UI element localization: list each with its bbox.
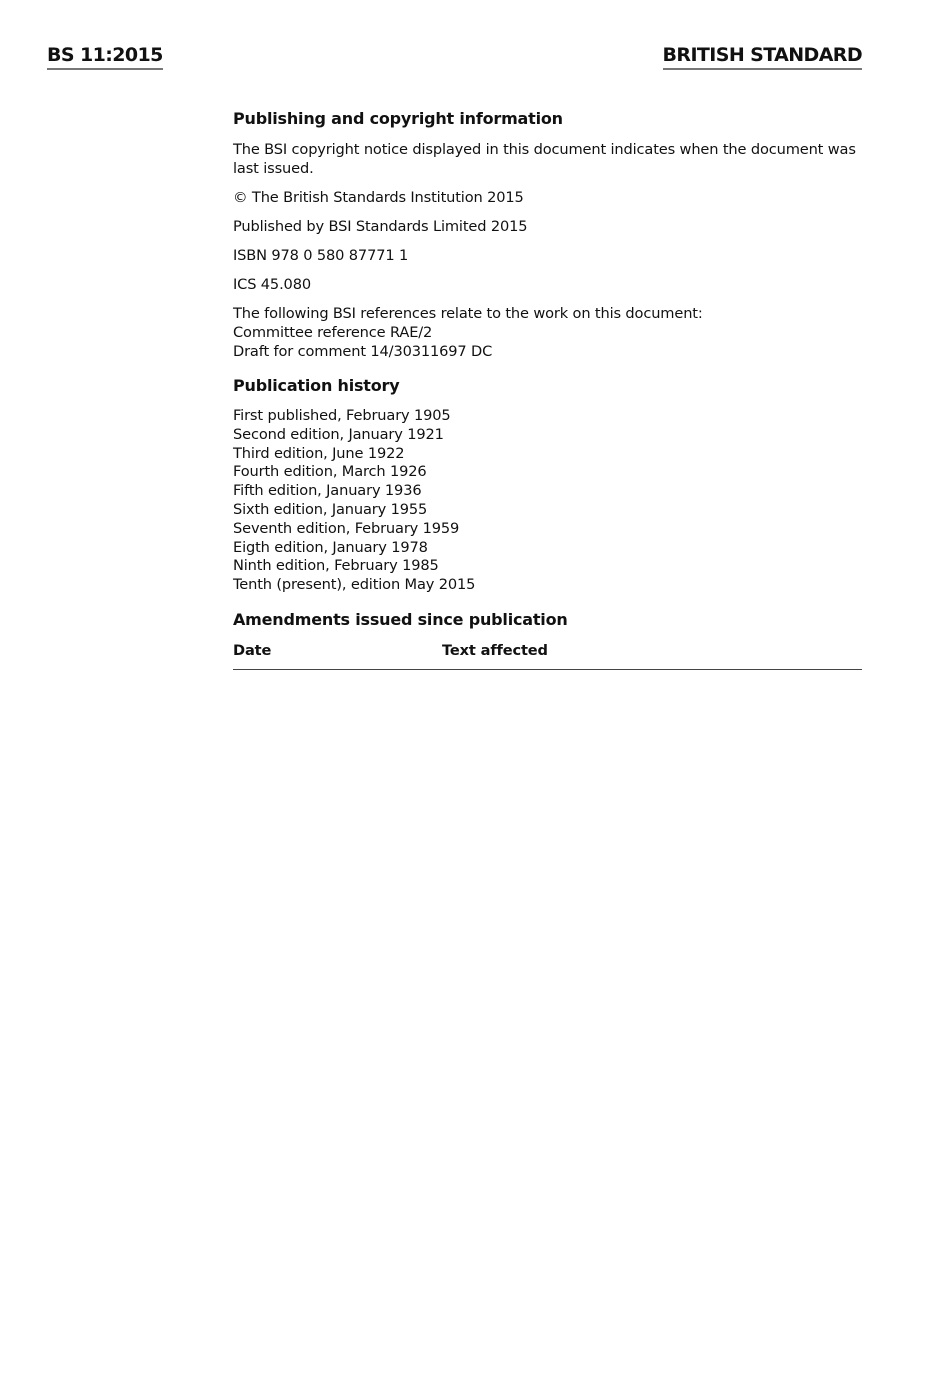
published-by-line: Published by BSI Standards Limited 2015 bbox=[233, 218, 528, 235]
history-item: Seventh edition, February 1959 bbox=[233, 519, 460, 537]
column-header-date: Date bbox=[233, 641, 272, 659]
column-header-text-affected: Text affected bbox=[442, 641, 548, 659]
publishing-heading: Publishing and copyright information bbox=[233, 109, 563, 128]
history-item: Sixth edition, January 1955 bbox=[233, 500, 428, 518]
history-item: Third edition, June 1922 bbox=[233, 444, 405, 462]
history-item: Tenth (present), edition May 2015 bbox=[233, 576, 476, 594]
history-item: Ninth edition, February 1985 bbox=[233, 557, 439, 575]
document-type-label: BRITISH STANDARD bbox=[663, 43, 862, 70]
references-intro: The following BSI references relate to the work on this document: bbox=[233, 305, 703, 322]
history-item: Eigth edition, January 1978 bbox=[233, 538, 428, 556]
history-item: Fifth edition, January 1936 bbox=[233, 482, 422, 500]
copyright-line: © The British Standards Institution 2015 bbox=[233, 189, 524, 206]
page-content bbox=[233, 108, 862, 670]
isbn-line: ISBN 978 0 580 87771 1 bbox=[233, 247, 409, 264]
publication-history-heading: Publication history bbox=[233, 376, 400, 395]
amendments-table-header bbox=[233, 641, 862, 670]
committee-reference: Committee reference RAE/2 bbox=[233, 324, 433, 341]
history-item: Second edition, January 1921 bbox=[233, 425, 444, 443]
document-code: BS 11:2015 bbox=[47, 43, 163, 70]
draft-for-comment: Draft for comment 14/30311697 DC bbox=[233, 343, 493, 360]
publication-history-list bbox=[233, 407, 862, 595]
history-item: Fourth edition, March 1926 bbox=[233, 463, 427, 481]
history-item: First published, February 1905 bbox=[233, 407, 451, 424]
amendments-heading: Amendments issued since publication bbox=[233, 609, 568, 629]
copyright-notice-text: The BSI copyright notice displayed in this document indicates when the document was last issued. bbox=[233, 141, 856, 177]
ics-line: ICS 45.080 bbox=[233, 276, 311, 293]
bsi-references bbox=[233, 304, 862, 361]
